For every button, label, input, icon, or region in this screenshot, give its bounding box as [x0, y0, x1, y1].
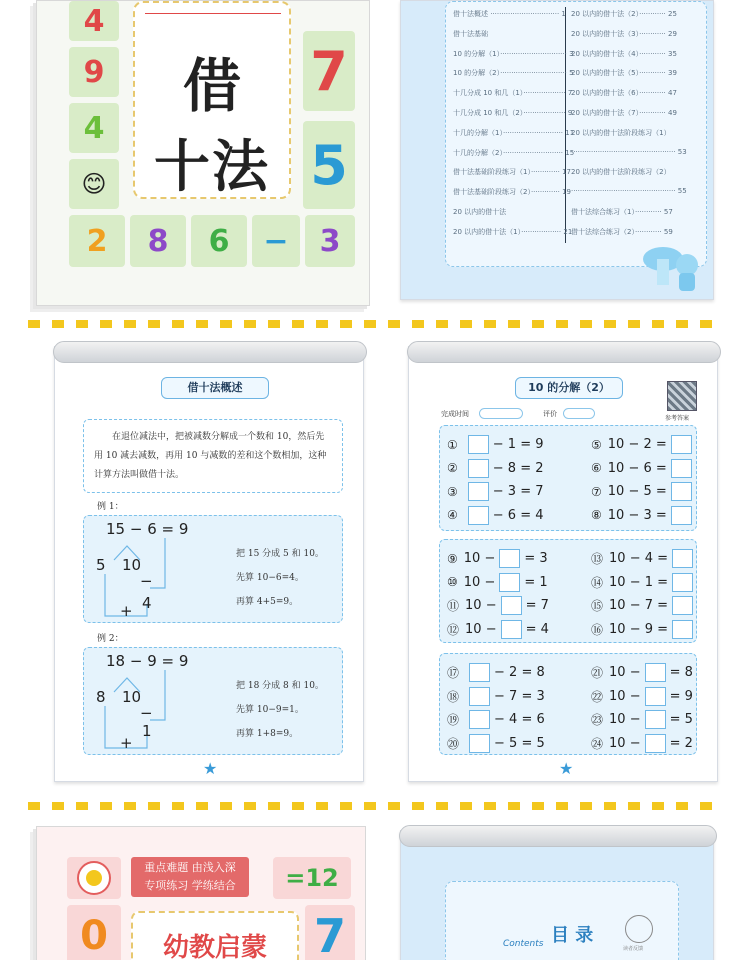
practice-item	[447, 506, 544, 525]
item-number: ⑫	[447, 622, 460, 637]
item-prefix: 10 −	[463, 574, 496, 590]
practice-item	[591, 734, 693, 753]
item-number: ⑮	[591, 599, 604, 613]
mushroom-kids-illustration	[641, 237, 707, 295]
example1-label: 例 1：	[97, 502, 124, 512]
item-number: ㉑	[591, 666, 604, 680]
tile-number-6: 6	[191, 215, 247, 267]
item-number: ⑦	[591, 484, 602, 499]
tile-number-2: 2	[69, 215, 125, 267]
page-roll-top-3	[399, 825, 717, 847]
item-suffix: − 2 = 8	[494, 665, 545, 680]
tile-number-7: 7	[303, 31, 355, 111]
item-number: ④	[447, 508, 458, 522]
answer-box[interactable]	[645, 734, 666, 753]
example2-label: 例 2：	[97, 634, 124, 644]
toc-entry-left[interactable]: 20 以内的借十法	[453, 208, 507, 216]
item-number: ⑯	[591, 622, 604, 637]
practice-item	[447, 573, 548, 592]
example1-split-b: 10	[122, 556, 142, 574]
example2-step1: 把 18 分成 8 和 10。	[236, 681, 324, 691]
item-number: ②	[447, 461, 458, 475]
answer-box[interactable]	[468, 459, 489, 478]
practice-item	[591, 459, 696, 478]
answer-box[interactable]	[468, 435, 489, 454]
page-roll-top-2	[407, 341, 721, 363]
item-number: ⑤	[591, 437, 602, 452]
answer-box[interactable]	[672, 573, 693, 592]
answer-box[interactable]	[672, 596, 693, 615]
answer-box[interactable]	[499, 549, 520, 568]
brand-title: 幼教启蒙	[162, 933, 267, 960]
item-prefix: 10 − 1 =	[609, 574, 669, 590]
overview-intro-text: 在退位减法中，把被减数分解成一个数和 10，然后先用 10 减去减数，再用 10 与减数的差和这个数相加，这种计算方法叫做借十法。	[94, 432, 327, 480]
toc-entry-left[interactable]: 十几的分解（2）··························· 15	[453, 148, 575, 157]
item-suffix: − 4 = 6	[494, 712, 545, 727]
overview-page	[54, 346, 364, 782]
item-number: ⑩	[447, 575, 458, 589]
tile-minus: −	[252, 215, 300, 267]
evaluation-label: 评价	[543, 410, 557, 418]
example2-minus: −	[140, 704, 153, 722]
banner-line1: 重点难题 由浅入深	[144, 861, 236, 874]
item-number: ⑥	[591, 461, 602, 475]
answer-box[interactable]	[501, 620, 522, 639]
item-number: ㉒	[591, 689, 604, 704]
tile-number-4-green: 4	[69, 103, 119, 153]
brand-card	[131, 911, 299, 960]
item-number: ⑪	[447, 599, 460, 613]
item-prefix: 10 − 5 =	[607, 484, 667, 499]
divider-dashed-1	[28, 320, 722, 328]
answer-box[interactable]	[671, 459, 692, 478]
example2-split-diagram	[92, 670, 182, 756]
page-star-icon: ★	[203, 759, 218, 778]
example2-small-result: 1	[142, 722, 152, 740]
answer-box[interactable]	[645, 663, 666, 682]
example2-plus: +	[120, 734, 133, 752]
toc-entry-left[interactable]: 十几分成 10 和几（2）··················· 9	[453, 109, 573, 117]
answer-box[interactable]	[645, 687, 666, 706]
item-number: ⑲	[447, 713, 460, 727]
page-star-icon-2: ★	[559, 759, 574, 778]
tile-number-3: 3	[305, 215, 355, 267]
item-prefix: 10 − 6 =	[607, 460, 667, 476]
example2-equation: 18 − 9 = 9	[106, 652, 189, 670]
toc-entry-right[interactable]: 20 以内的借十法阶段练习（1）	[571, 128, 671, 137]
item-prefix: 10 −	[609, 688, 641, 704]
item-number: ㉔	[591, 736, 604, 751]
answer-box[interactable]	[671, 506, 692, 525]
contents-page	[400, 830, 714, 960]
example1-panel	[83, 515, 343, 623]
item-prefix: 10 −	[609, 712, 641, 727]
toc-entry-left[interactable]: 借十法概述 ······························· 1	[453, 10, 566, 18]
toc-entry-left[interactable]: 十几分成 10 和几（1）··················· 7	[453, 89, 573, 98]
cover-title-card	[133, 1, 291, 199]
item-number: ⑭	[591, 575, 604, 590]
example2-step2: 先算 10−9=1。	[236, 705, 304, 715]
book-cover-top	[36, 0, 370, 306]
item-prefix: 10 −	[609, 735, 641, 751]
section-title-tag: 借十法概述	[161, 377, 269, 399]
answer-box[interactable]	[469, 687, 490, 706]
toc-entry-right[interactable]: 20 以内的借十法（4）············ 35	[571, 49, 677, 58]
item-prefix: 10 − 4 =	[609, 551, 669, 566]
cover-title-line1: 借	[182, 52, 241, 120]
answer-box[interactable]	[671, 482, 692, 501]
item-prefix: 10 −	[465, 598, 497, 613]
practice-item	[447, 596, 549, 615]
example1-step3: 再算 4+5=9。	[236, 597, 299, 607]
example2-step3: 再算 1+8=9。	[236, 729, 299, 739]
toc-entry-right[interactable]: 20 以内的借十法阶段练习（2）	[571, 168, 671, 177]
answer-box[interactable]	[469, 734, 490, 753]
example2-panel	[83, 647, 343, 755]
practice-title-tag: 10 的分解（2）	[515, 377, 623, 399]
item-number: ⑳	[447, 736, 460, 751]
item-prefix: 10 − 2 =	[607, 437, 667, 452]
tile-number-7-bottom: 7	[305, 905, 355, 960]
qr-code-icon	[667, 381, 697, 411]
example1-step1: 把 15 分成 5 和 10。	[236, 549, 324, 559]
toc-entry-right[interactable]: 20 以内的借十法（5）············ 39	[571, 69, 677, 78]
item-suffix: − 1 = 9	[492, 437, 544, 452]
item-suffix: = 9	[669, 688, 693, 704]
toc-entry-right[interactable]: 借十法综合练习（1）············ 57	[571, 208, 673, 216]
practice-item	[447, 482, 544, 501]
toc-entry-right[interactable]: 20 以内的借十法（2）············ 25	[571, 10, 677, 18]
page-roll-top	[53, 341, 367, 363]
item-prefix: 10 − 9 =	[609, 621, 669, 637]
tile-number-8: 8	[130, 215, 186, 267]
example1-minus: −	[140, 572, 153, 590]
toc-entry-left[interactable]: 借十法基础阶段练习（2）············· 19	[453, 188, 572, 197]
completion-time-label: 完成时间	[441, 410, 469, 418]
item-suffix: = 1	[524, 574, 548, 590]
practice-item	[447, 734, 545, 753]
toc-entry-right[interactable]: 20 以内的借十法（6）············ 47	[571, 89, 677, 98]
overview-intro-box	[83, 419, 343, 493]
item-suffix: − 8 = 2	[492, 460, 544, 476]
toc-entry-left[interactable]: 10 的分解（1）······························ 3	[453, 49, 574, 58]
practice-item	[591, 687, 693, 706]
item-prefix: 10 −	[465, 621, 497, 637]
toc-entry-right[interactable]: 20 以内的借十法（3）············ 29	[571, 29, 677, 38]
item-prefix: 10 − 7 =	[609, 598, 669, 613]
evaluation-field[interactable]	[563, 408, 595, 419]
item-suffix: = 4	[525, 621, 549, 637]
toc-entry-right[interactable]: ··············································· 53	[571, 147, 687, 156]
practice-item	[591, 435, 696, 454]
item-number: ①	[447, 437, 458, 452]
item-suffix: = 2	[669, 735, 693, 751]
answer-box[interactable]	[468, 482, 489, 501]
example1-small-result: 4	[142, 594, 152, 612]
toc-entry-left[interactable]: 十几的分解（1）··························· 11	[453, 128, 575, 137]
item-suffix: = 8	[669, 665, 693, 680]
item-suffix: − 6 = 4	[492, 507, 544, 523]
feature-banner	[131, 857, 249, 897]
practice-item	[447, 710, 545, 729]
example1-plus: +	[120, 602, 133, 620]
answer-box[interactable]	[645, 710, 666, 729]
item-suffix: = 5	[669, 712, 693, 727]
answer-box[interactable]	[672, 549, 693, 568]
example2-split-b: 10	[122, 688, 142, 706]
tile-number-9: 9	[69, 47, 119, 97]
toc-entry-right[interactable]: 借十法综合练习（2）············ 59	[571, 227, 673, 236]
divider-dashed-2	[28, 802, 722, 810]
toc-entry-right[interactable]: 20 以内的借十法（7）············ 49	[571, 109, 677, 117]
item-number: ㉓	[591, 713, 604, 727]
example1-split-a: 5	[96, 556, 106, 574]
practice-item	[447, 663, 545, 682]
book-cover-bottom	[36, 826, 366, 960]
item-suffix: − 3 = 7	[492, 484, 544, 499]
toc-divider	[565, 7, 566, 243]
answer-box[interactable]	[672, 620, 693, 639]
item-number: ⑨	[447, 551, 458, 566]
toc-page-top	[400, 0, 714, 300]
contents-seal-icon	[625, 915, 653, 943]
item-prefix: 10 −	[463, 551, 496, 566]
item-number: ⑱	[447, 689, 460, 704]
item-prefix: 10 − 3 =	[607, 507, 667, 523]
practice-item	[447, 687, 545, 706]
item-suffix: = 7	[525, 598, 549, 613]
toc-entry-right[interactable]: ··············································· 55	[571, 187, 687, 196]
practice-item	[591, 482, 696, 501]
practice-item	[591, 620, 697, 639]
answer-box[interactable]	[671, 435, 692, 454]
example1-step2: 先算 10−6=4。	[236, 573, 304, 583]
item-suffix: − 5 = 5	[494, 735, 545, 751]
practice-item	[447, 459, 544, 478]
item-number: ⑰	[447, 666, 460, 680]
practice-item	[447, 549, 548, 568]
answer-box[interactable]	[469, 663, 490, 682]
cover-title-line2: 十法	[154, 134, 270, 200]
item-number: ③	[447, 484, 458, 499]
practice-item	[591, 549, 697, 568]
toc-entry-left[interactable]: 借十法基础阶段练习（1）············· 17	[453, 168, 572, 177]
answer-box[interactable]	[499, 573, 520, 592]
contents-seal-text: 读者反馈	[623, 946, 644, 952]
practice-item	[591, 710, 693, 729]
answer-box[interactable]	[469, 710, 490, 729]
answer-label: 参考答案	[665, 415, 690, 422]
logo-badge	[67, 857, 121, 899]
answer-box[interactable]	[501, 596, 522, 615]
toc-entry-left[interactable]: 20 以内的借十法（1）·················· 21	[453, 227, 573, 236]
item-number: ⑧	[591, 508, 602, 522]
tile-number-0: 0	[67, 905, 121, 960]
contents-title: 目 录	[551, 925, 594, 946]
item-suffix: = 3	[524, 551, 548, 566]
tile-equals-12: =12	[273, 857, 351, 899]
answer-box[interactable]	[468, 506, 489, 525]
example2-split-a: 8	[96, 688, 106, 706]
practice-page	[408, 346, 718, 782]
toc-entry-left[interactable]: 10 的分解（2）······························ 5	[453, 69, 574, 78]
tile-number-4: 4	[69, 1, 119, 41]
practice-item	[447, 435, 544, 454]
completion-time-field[interactable]	[479, 408, 523, 419]
item-suffix: − 7 = 3	[494, 688, 545, 704]
toc-entry-left[interactable]: 借十法基础	[453, 29, 488, 38]
practice-item	[591, 596, 697, 615]
item-number: ⑬	[591, 552, 604, 566]
contents-subtitle: Contents	[503, 939, 544, 949]
practice-item	[591, 663, 693, 682]
item-prefix: 10 −	[609, 665, 641, 680]
example1-split-diagram	[92, 538, 182, 624]
practice-item	[447, 620, 549, 639]
practice-item	[591, 506, 696, 525]
example1-equation: 15 − 6 = 9	[106, 520, 189, 538]
practice-item	[591, 573, 697, 592]
banner-line2: 专项练习 学练结合	[144, 879, 236, 892]
tile-number-5: 5	[303, 121, 355, 209]
girl-illustration: 😊	[69, 159, 119, 209]
